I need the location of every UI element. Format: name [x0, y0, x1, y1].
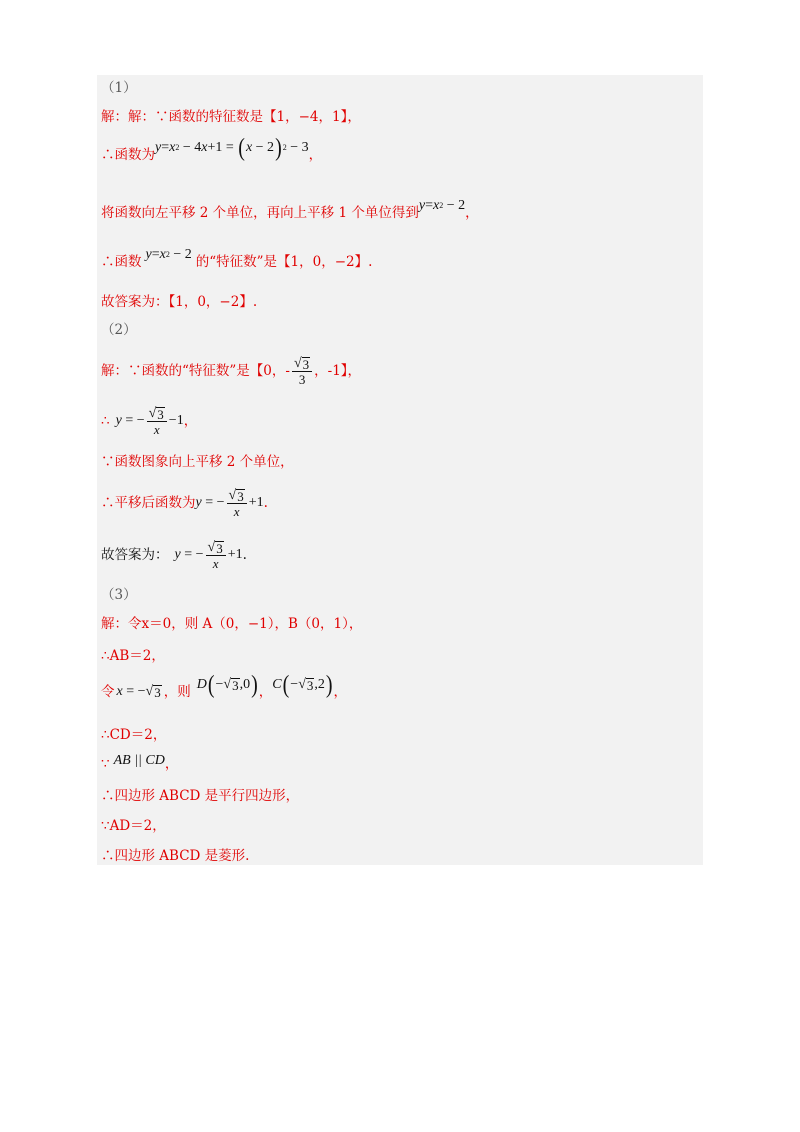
- part1-line4: [101, 247, 373, 272]
- part3-line6: ∴四边形 ABCD 是平行四边形，: [101, 788, 300, 804]
- part2-line1-suffix: ，-1】，: [314, 363, 362, 379]
- part3-line3: [101, 671, 348, 705]
- part1-answer: 故答案为：【1，0，−2】.: [101, 294, 258, 310]
- part1-line2: [101, 134, 323, 165]
- part2-line4-suffix: .: [263, 495, 268, 511]
- part3-line2: ∴AB＝2，: [101, 648, 165, 664]
- point-C: C ( − √ 3 ,2 ): [272, 671, 333, 699]
- part2-answer-suffix: .: [242, 547, 247, 563]
- part2-line4: [101, 484, 268, 522]
- part1-line4-suffix: 的“特征数”是【1，0，−2】.: [195, 254, 373, 270]
- part1-line2-suffix: ，: [308, 147, 323, 163]
- part3-line3-prefix: 令: [101, 684, 115, 700]
- part2-line1: [101, 352, 361, 390]
- part3-label: （3）: [101, 587, 137, 603]
- formula-x-value: x = − √ 3: [116, 684, 161, 700]
- part2-line1-prefix: 解：∵函数的“特征数”是【0，-: [101, 363, 290, 379]
- point-D: D ( − √ 3 ,0 ): [196, 671, 258, 699]
- part3-line3-suffix: ，: [333, 684, 348, 700]
- formula-answer: y = − √ 3 x +1: [174, 539, 243, 571]
- part2-line2: [101, 402, 197, 440]
- part3-line1: 解：令x＝0，则 A（0，−1），B（0，1），: [101, 616, 363, 632]
- part2-line2-prefix: ∴: [101, 413, 110, 429]
- part1-line1: 解：解：∵函数的特征数是【1，−4，1】，: [101, 109, 361, 125]
- part3-line7: ∵AD＝2，: [101, 818, 166, 834]
- part2-answer: [101, 536, 247, 574]
- part3-line5-prefix: ∵: [101, 756, 110, 772]
- part2-line4-prefix: ∴平移后函数为: [101, 495, 196, 511]
- part3-line5: [101, 754, 178, 774]
- part3-conclusion: ∴四边形 ABCD 是菱形.: [101, 848, 250, 864]
- part1-line3: [101, 198, 479, 223]
- formula-quadratic-vertex: y = x 2 − 4 x +1 = ( x − 2 ) 2 − 3: [155, 134, 309, 162]
- part1-line2-prefix: ∴函数为: [101, 147, 155, 163]
- formula-inverse-shifted: y = − √ 3 x +1: [195, 487, 264, 519]
- part2-label: （2）: [101, 322, 137, 338]
- formula-shifted-2: y = x 2 − 2: [145, 247, 192, 262]
- point-separator: ，: [258, 684, 273, 700]
- part1-line3-prefix: 将函数向左平移 2 个单位，再向上平移 1 个单位得到: [101, 205, 419, 221]
- part2-line2-suffix: ，: [183, 413, 198, 429]
- part3-line5-suffix: ，: [164, 756, 179, 772]
- part3-line4: ∴CD＝2，: [101, 727, 167, 743]
- part2-answer-prefix: 故答案为：: [101, 547, 169, 563]
- formula-parallel: AB || CD: [113, 753, 165, 768]
- formula-shifted: y = x 2 − 2: [418, 198, 466, 213]
- part1-line3-suffix: ，: [465, 205, 479, 221]
- part2-line3: ∵函数图象向上平移 2 个单位，: [101, 454, 294, 470]
- part3-line3-mid: ，则: [163, 684, 191, 700]
- fraction-sqrt3-over-3: √ 3 3: [292, 355, 312, 388]
- formula-inverse: y = − √ 3 x −1: [115, 405, 184, 437]
- part1-line4-prefix: ∴函数: [101, 254, 142, 270]
- part1-label: （1）: [101, 80, 137, 96]
